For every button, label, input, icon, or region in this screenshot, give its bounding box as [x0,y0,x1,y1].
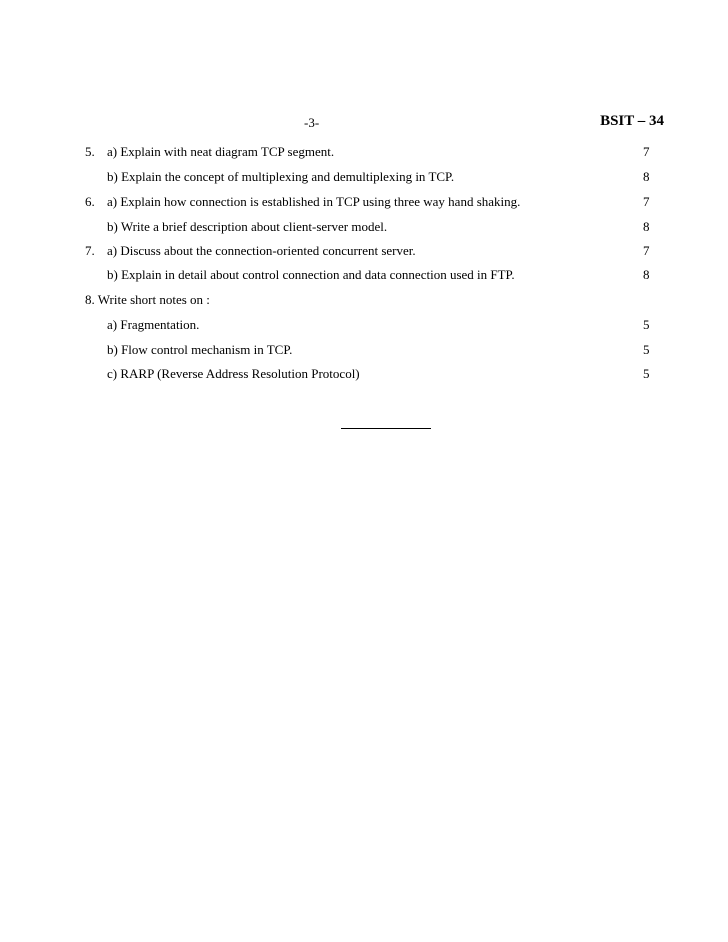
question-text: a) Discuss about the connection-oriented concurrent server. [107,243,416,258]
question-marks: 7 [643,194,650,209]
question-text: b) Flow control mechanism in TCP. [107,342,293,357]
page-number: -3- [304,115,320,130]
question-text: b) Explain in detail about control connection and data connection used in FTP. [107,267,515,282]
question-row [0,242,728,260]
question-row [0,316,728,334]
question-number: 6. [85,194,95,209]
question-marks: 8 [643,219,650,234]
question-number: 5. [85,144,95,159]
question-row [0,143,728,161]
question-marks: 5 [643,366,650,381]
question-row [0,218,728,236]
question-row [0,193,728,211]
question-text: b) Explain the concept of multiplexing and demultiplexing in TCP. [107,169,455,184]
course-code: BSIT – 34 [600,113,664,129]
question-text: b) Write a brief description about client-server model. [107,219,388,234]
question-row [0,266,728,284]
question-text: a) Explain how connection is established in TCP using three way hand shaking. [107,194,521,209]
question-marks: 7 [643,144,650,159]
end-rule [341,428,431,429]
question-marks: 5 [643,317,650,332]
question-marks: 8 [643,267,650,282]
question-row [0,341,728,359]
question-marks: 8 [643,169,650,184]
question-number: 7. [85,243,95,258]
question-marks: 7 [643,243,650,258]
question-heading: 8. Write short notes on : [85,292,210,307]
question-text: c) RARP (Reverse Address Resolution Protocol) [107,366,360,381]
question-marks: 5 [643,342,650,357]
question-row [0,168,728,186]
question-text: a) Explain with neat diagram TCP segment. [107,144,335,159]
question-row [0,365,728,383]
question-row [0,291,728,309]
question-text: a) Fragmentation. [107,317,200,332]
